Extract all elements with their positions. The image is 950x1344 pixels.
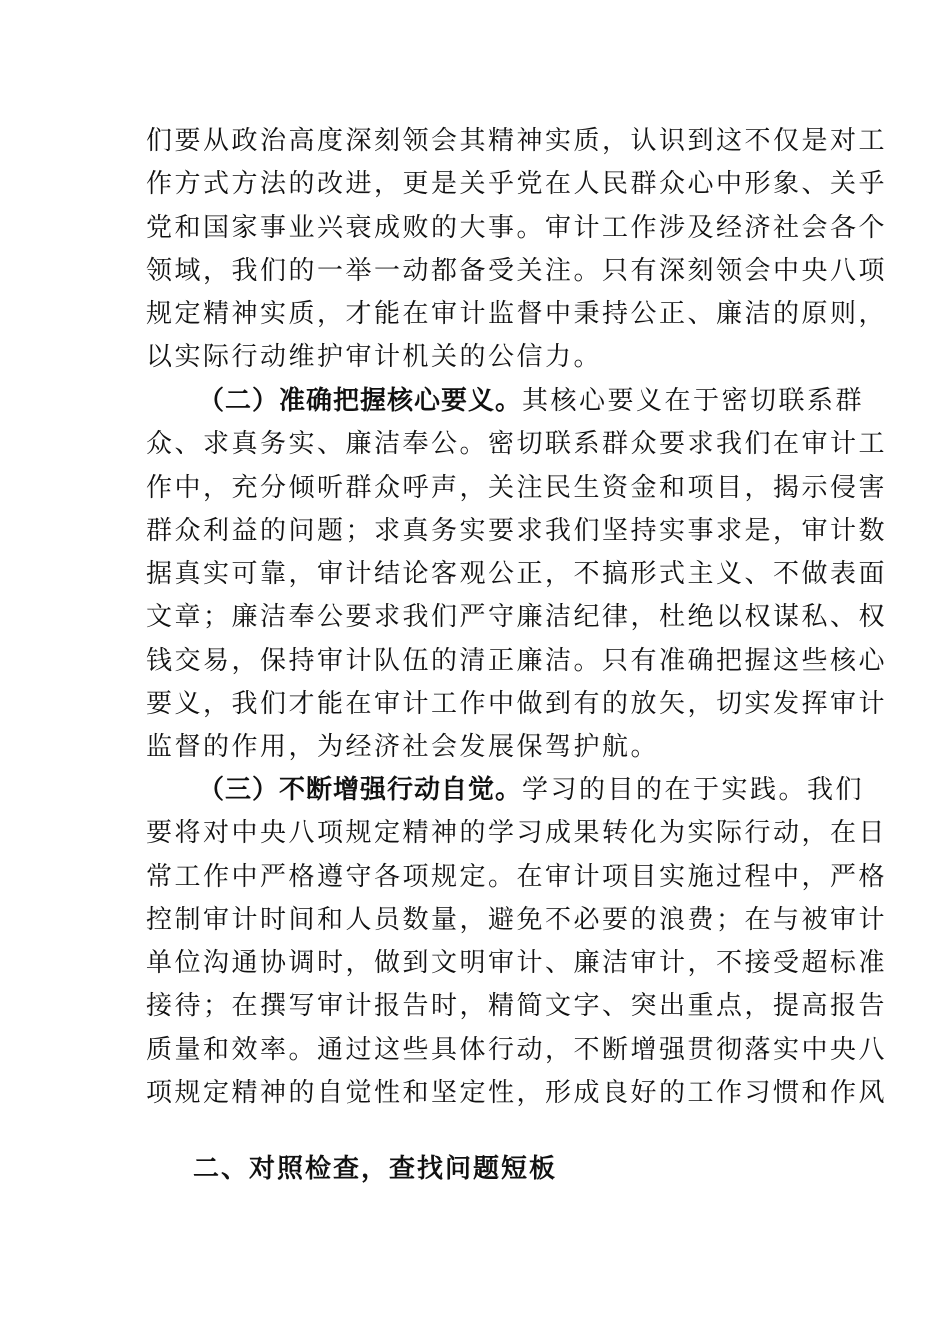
- text-line: 控制审计时间和人员数量，避免不必要的浪费；在与被审计: [146, 904, 888, 935]
- text-fragment: 其核心要义在于密切联系群: [522, 386, 865, 416]
- paragraph-action-awareness: [146, 769, 888, 1115]
- text-line: 领域，我们的一举一动都备受关注。只有深刻领会中央八项: [146, 255, 888, 286]
- text-line: 质量和效率。通过这些具体行动，不断增强贯彻落实中央八: [146, 1034, 888, 1065]
- text-line: 群众利益的问题；求真务实要求我们坚持实事求是，审计数: [146, 515, 888, 546]
- paragraph-heading: （二）准确把握核心要义。: [198, 386, 523, 416]
- text-line: 要将对中央八项规定精神的学习成果转化为实际行动，在日: [146, 818, 888, 849]
- text-line: 钱交易，保持审计队伍的清正廉洁。只有准确把握这些核心: [146, 645, 888, 676]
- text-line: 规定精神实质，才能在审计监督中秉持公正、廉洁的原则，: [146, 299, 888, 330]
- text-line: 项规定精神的自觉性和坚定性，形成良好的工作习惯和作风: [146, 1078, 888, 1109]
- paragraph-political-understanding: [146, 120, 888, 380]
- section-heading: 二、对照检查，查找问题短板: [193, 1154, 558, 1184]
- text-line: 监督的作用，为经济社会发展保驾护航。: [146, 732, 660, 763]
- text-line: 作方式方法的改进，更是关乎党在人民群众心中形象、关乎: [146, 169, 888, 200]
- paragraph-heading: （三）不断增强行动自觉。: [198, 775, 523, 805]
- text-line: 作中，充分倾听群众呼声，关注民生资金和项目，揭示侵害: [146, 472, 888, 503]
- text-line-first: [146, 380, 865, 423]
- text-line: 接待；在撰写审计报告时，精简文字、突出重点，提高报告: [146, 991, 888, 1022]
- text-line: 党和国家事业兴衰成败的大事。审计工作涉及经济社会各个: [146, 212, 888, 243]
- text-line-first: [146, 769, 865, 812]
- paragraph-core-essence: [146, 380, 888, 770]
- text-line: 们要从政治高度深刻领会其精神实质，认识到这不仅是对工: [146, 126, 888, 156]
- text-line: 以实际行动维护审计机关的公信力。: [146, 342, 603, 373]
- text-line: 单位沟通协调时，做到文明审计、廉洁审计，不接受超标准: [146, 948, 888, 979]
- text-line: 文章；廉洁奉公要求我们严守廉洁纪律，杜绝以权谋私、权: [146, 602, 888, 633]
- text-fragment: 学习的目的在于实践。我们: [522, 775, 865, 805]
- text-line: 要义，我们才能在审计工作中做到有的放矢，切实发挥审计: [146, 689, 888, 720]
- text-line: 众、求真务实、廉洁奉公。密切联系群众要求我们在审计工: [146, 429, 888, 460]
- text-line: 常工作中严格遵守各项规定。在审计项目实施过程中，严格: [146, 861, 888, 892]
- text-line: 据真实可靠，审计结论客观公正，不搞形式主义、不做表面: [146, 559, 888, 590]
